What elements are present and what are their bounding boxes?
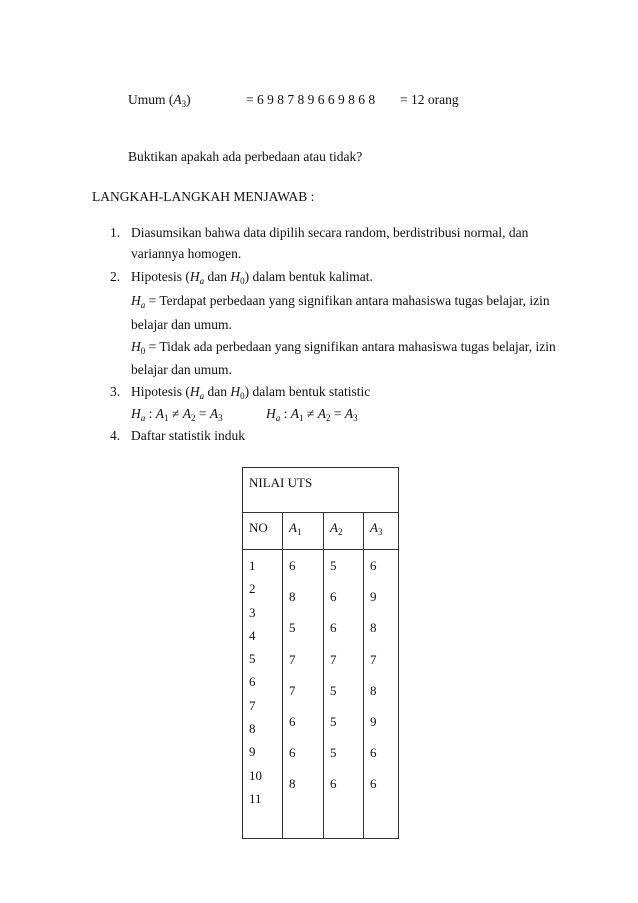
no-cell: 11: [249, 790, 262, 806]
step-1-line-1: Diasumsikan bahwa data dipilih secara random, berdistribusi normal, dan: [131, 225, 529, 240]
a1-cell: 8: [289, 589, 296, 605]
no-cell: 4: [249, 627, 256, 643]
ha-statement-line-2: belajar dan umum.: [131, 317, 232, 332]
no-column: [243, 550, 283, 839]
a1-cell: 8: [289, 776, 296, 792]
a2-cell: 7: [330, 651, 337, 667]
a3-cell: 7: [370, 651, 377, 667]
ha-statement-line-1: $H_a$ = Terdapat perbedaan yang signifikan antara mahasiswa tugas belajar, izin: [131, 293, 550, 310]
a3-cell: 8: [370, 620, 377, 636]
no-cell: 2: [249, 581, 256, 597]
no-cell: 5: [249, 651, 256, 667]
header-a2: $A_2$: [324, 513, 364, 550]
a3-column: [364, 550, 399, 839]
step-3-title: Hipotesis ($H_a$ dan $H_0$) dalam bentuk statistic: [131, 384, 371, 401]
a2-cell: 6: [330, 589, 337, 605]
a3-cell: 8: [370, 682, 377, 698]
header-a1: $A_1$: [283, 513, 324, 550]
step-4-title: Daftar statistik induk: [131, 428, 245, 443]
a2-cell: 5: [330, 713, 337, 729]
a1-cell: 6: [289, 745, 296, 761]
h0-statement-line-1: $H_0$ = Tidak ada perbedaan yang signifikan antara mahasiswa tugas belajar, izin: [131, 339, 556, 356]
step-1-number: 1.: [110, 225, 121, 240]
a2-cell: 5: [330, 682, 337, 698]
table-title: NILAI UTS: [243, 468, 399, 513]
section-heading: LANGKAH-LANGKAH MENJAWAB :: [92, 189, 315, 204]
a1-cell: 6: [289, 558, 296, 573]
step-4-number: 4.: [110, 428, 121, 443]
no-cell: 6: [249, 674, 256, 690]
a1-cell: 6: [289, 713, 296, 729]
umum-data: = 6 9 8 7 8 9 6 6 9 8 6 8: [246, 92, 376, 107]
header-a3: $A_3$: [364, 513, 399, 550]
no-cell: 8: [249, 721, 256, 737]
step-3-number: 3.: [110, 384, 121, 399]
a1-column: [283, 550, 324, 839]
h0-statement-line-2: belajar dan umum.: [131, 362, 232, 377]
no-cell: 10: [249, 767, 262, 783]
umum-label: Umum $(A_3)$: [128, 92, 191, 109]
a3-cell: 6: [370, 745, 377, 761]
a1-cell: 7: [289, 651, 296, 667]
nilai-uts-table: [242, 467, 399, 839]
step-2-number: 2.: [110, 269, 121, 284]
a2-cell: 6: [330, 620, 337, 636]
no-cell: 1: [249, 558, 256, 573]
a2-cell: 5: [330, 558, 337, 573]
header-no: NO: [243, 513, 283, 550]
no-cell: 7: [249, 697, 256, 713]
a3-cell: 6: [370, 558, 377, 573]
step-1-line-2: variannya homogen.: [131, 246, 242, 261]
no-cell: 9: [249, 744, 256, 760]
no-cell: 3: [249, 604, 256, 620]
statistic-equation-2: $H_a$ : $A_1 \ne A_2 = A_3$: [266, 406, 358, 423]
a2-cell: 6: [330, 776, 337, 792]
statistic-equation-1: $H_a$ : $A_1 \ne A_2 = A_3$: [131, 406, 223, 423]
umum-count: = 12 orang: [400, 92, 459, 107]
a2-cell: 5: [330, 745, 337, 761]
a1-cell: 7: [289, 682, 296, 698]
a3-cell: 9: [370, 589, 377, 605]
question-text: Buktikan apakah ada perbedaan atau tidak?: [128, 149, 363, 164]
a3-cell: 6: [370, 776, 377, 792]
a1-cell: 5: [289, 620, 296, 636]
a3-cell: 9: [370, 713, 377, 729]
a2-column: [324, 550, 364, 839]
step-2-title: Hipotesis ($H_a$ dan $H_0$) dalam bentuk kalimat.: [131, 269, 373, 286]
